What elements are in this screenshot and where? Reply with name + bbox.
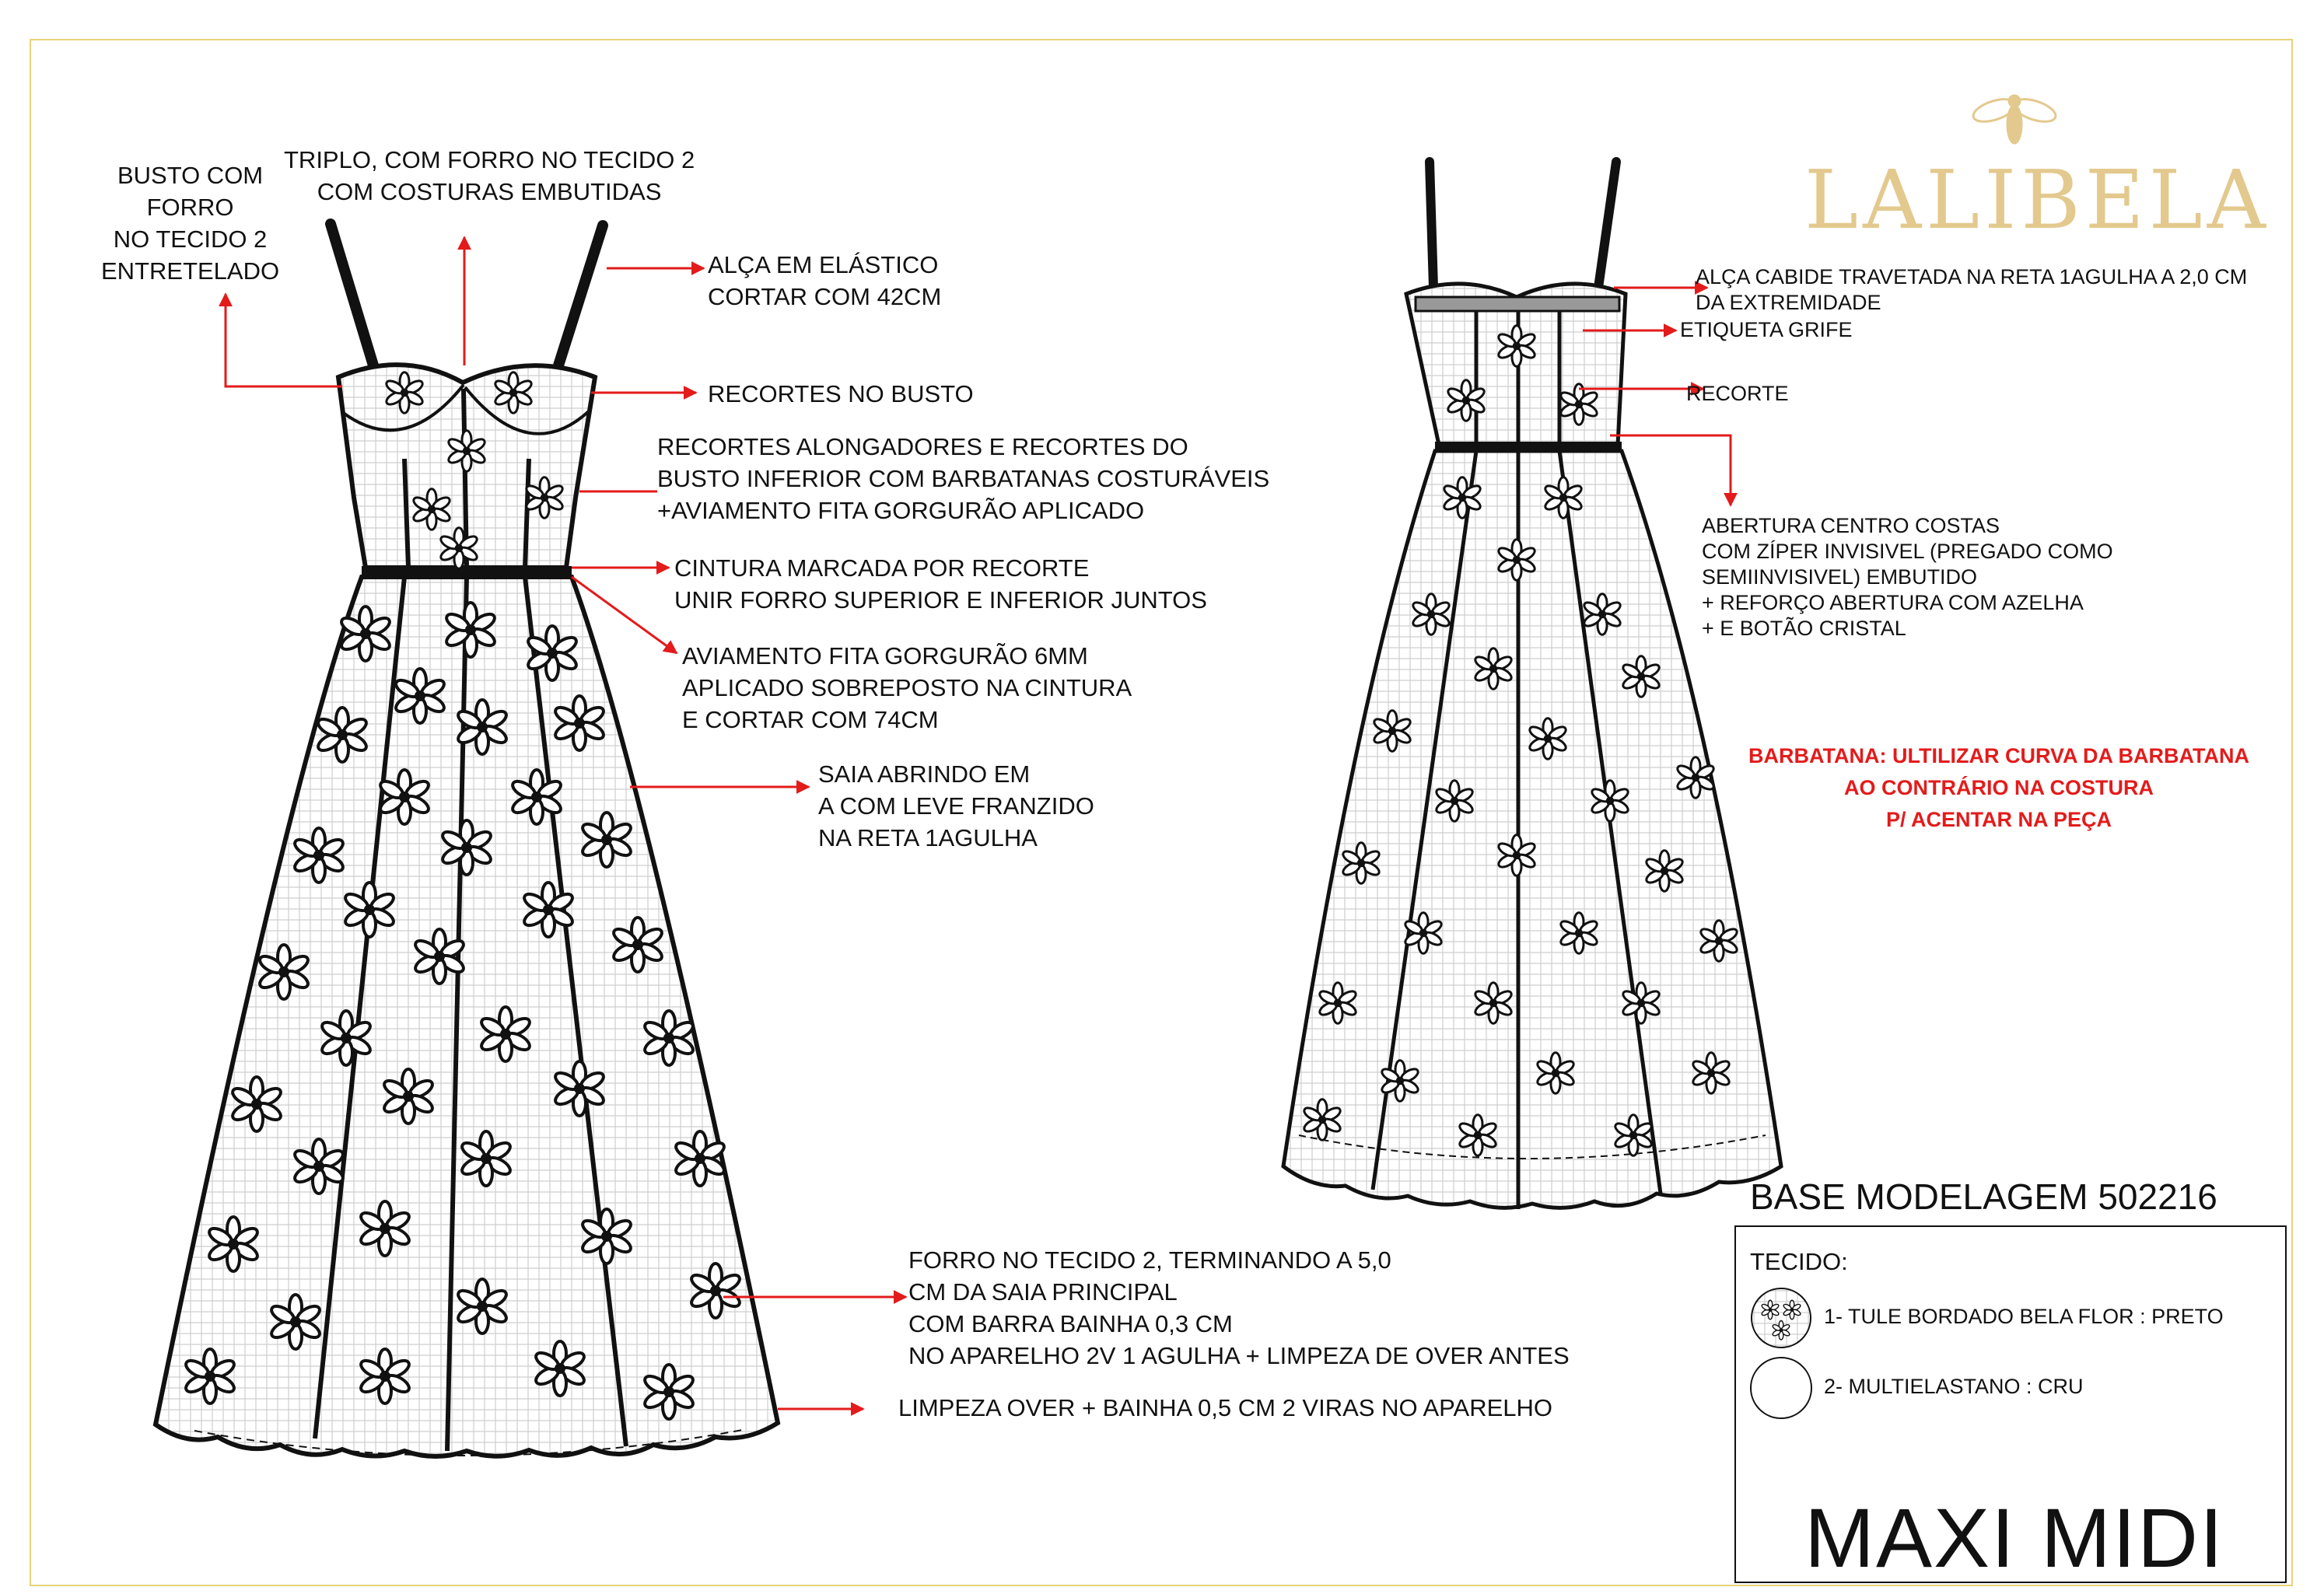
bee-icon <box>1971 95 2059 143</box>
base-modelagem-title: BASE MODELAGEM 502216 <box>1750 1176 2217 1217</box>
label-abertura-costas: ABERTURA CENTRO COSTAS COM ZÍPER INVISIVEL (PREGADO COMO SEMIINVISIVEL) EMBUTIDO + REFORÇO ABERTURA COM AZELHA + E BOTÃO CRISTAL <box>1702 514 2113 640</box>
brand-logo: LALIBELA <box>1804 152 2270 247</box>
label-forro-tecido: FORRO NO TECIDO 2, TERMINANDO A 5,0 CM DA SAIA PRINCIPAL COM BARRA BAINHA 0,3 CM NO APARELHO 2V 1 AGULHA + LIMPEZA DE OVER ANTES <box>908 1246 1570 1369</box>
label-recortes-busto: RECORTES NO BUSTO <box>708 380 974 407</box>
label-triplo-forro: TRIPLO, COM FORRO NO TECIDO 2 COM COSTURAS EMBUTIDAS <box>284 146 695 205</box>
fabric-2-label: 2- MULTIELASTANO : CRU <box>1824 1375 2084 1398</box>
model-name: MAXI MIDI <box>1804 1491 2225 1585</box>
label-busto-forro: BUSTO COM FORRO NO TECIDO 2 ENTRETELADO <box>101 162 280 285</box>
label-recorte: RECORTE <box>1686 382 1789 405</box>
label-saia-abrindo: SAIA ABRINDO EM A COM LEVE FRANZIDO NA RETA 1AGULHA <box>818 760 1094 851</box>
label-alca-elastico: ALÇA EM ELÁSTICO CORTAR COM 42CM <box>708 251 942 310</box>
tecido-title: TECIDO: <box>1750 1248 1848 1275</box>
label-cintura-marcada: CINTURA MARCADA POR RECORTE UNIR FORRO SUPERIOR E INFERIOR JUNTOS <box>674 554 1207 613</box>
label-limpeza-over: LIMPEZA OVER + BAINHA 0,5 CM 2 VIRAS NO APARELHO <box>898 1394 1553 1421</box>
warning-note: BARBATANA: ULTILIZAR CURVA DA BARBATANA AO CONTRÁRIO NA COSTURA P/ ACENTAR NA PEÇA <box>1748 744 2249 831</box>
fabric-1-label: 1- TULE BORDADO BELA FLOR : PRETO <box>1824 1305 2224 1328</box>
label-etiqueta-grife: ETIQUETA GRIFE <box>1680 318 1853 341</box>
front-dress-illustration <box>156 224 778 1456</box>
label-alca-cabide: ALÇA CABIDE TRAVETADA NA RETA 1AGULHA A 2,0 CM DA EXTREMIDADE <box>1696 265 2248 314</box>
label-recortes-alongadores: RECORTES ALONGADORES E RECORTES DO BUSTO INFERIOR COM BARBATANAS COSTURÁVEIS +AVIAMENTO FITA GORGURÃO APLICADO <box>657 433 1270 524</box>
label-aviamento-fita: AVIAMENTO FITA GORGURÃO 6MM APLICADO SOBREPOSTO NA CINTURA E CORTAR COM 74CM <box>682 642 1132 733</box>
plain-swatch-icon <box>1750 1357 1812 1419</box>
